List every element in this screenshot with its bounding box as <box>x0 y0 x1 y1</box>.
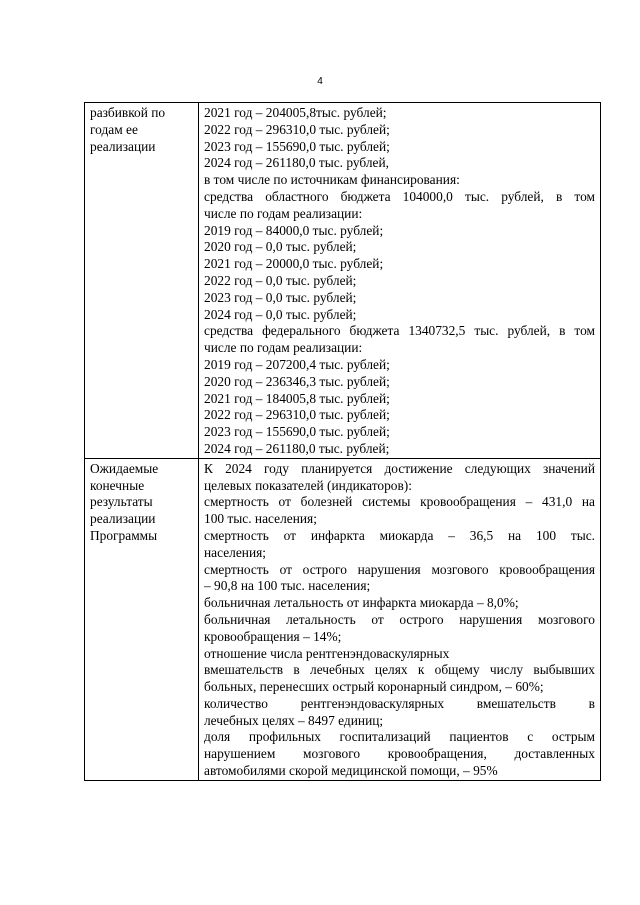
text-line: 2022 год – 0,0 тыс. рублей; <box>204 272 357 288</box>
text-line: вмешательств в лечебных целях к общему числу выбывших <box>204 662 595 678</box>
text-line: 2024 год – 261180,0 тыс. рублей, <box>204 155 390 171</box>
text-line: годам ее <box>90 121 138 137</box>
text-line: реализации <box>90 138 156 154</box>
program-passport-table <box>84 102 601 781</box>
text-line: 2022 год – 296310,0 тыс. рублей; <box>204 121 390 137</box>
text-line: смертность от инфаркта миокарда – 36,5 на 100 тыс. <box>204 527 595 543</box>
page-number: 4 <box>317 76 323 87</box>
text-line: 2023 год – 0,0 тыс. рублей; <box>204 289 357 305</box>
text-line: реализации <box>90 511 156 527</box>
row-label-funding <box>85 103 199 459</box>
text-line: средства областного бюджета 104000,0 тыс. рублей, в том <box>204 188 595 204</box>
row-content-expected-results <box>199 458 601 780</box>
text-line: 2023 год – 155690,0 тыс. рублей; <box>204 424 390 440</box>
row-content-funding <box>199 103 601 459</box>
text-line: доля профильных госпитализаций пациентов с острым <box>204 729 595 745</box>
text-line: нарушением мозгового кровообращения, доставленных <box>204 746 595 762</box>
text-line: больных, перенесших острый коронарный синдром, – 60%; <box>204 679 544 695</box>
text-line: больничная летальность от инфаркта миокарда – 8,0%; <box>204 595 519 611</box>
text-line: разбивкой по <box>90 105 166 120</box>
text-line: К 2024 году планируется достижение следующих значений <box>204 460 595 476</box>
text-line: 2020 год – 0,0 тыс. рублей; <box>204 239 357 255</box>
row-label-expected-results <box>85 458 199 780</box>
text-line: 2023 год – 155690,0 тыс. рублей; <box>204 138 390 154</box>
text-line: 100 тыс. населения; <box>204 511 317 527</box>
text-line: отношение числа рентгенэндоваскулярных <box>204 645 450 661</box>
text-line: 2021 год – 204005,8тыс. рублей; <box>204 105 387 120</box>
text-line: целевых показателей (индикаторов): <box>204 477 412 493</box>
text-line: числе по годам реализации: <box>204 340 363 356</box>
text-line: средства федерального бюджета 1340732,5 тыс. рублей, в том <box>204 323 595 339</box>
text-line: автомобилями скорой медицинской помощи, – 95% <box>204 763 498 779</box>
text-line: в том числе по источникам финансирования: <box>204 172 460 188</box>
text-line: конечные <box>90 477 145 493</box>
text-line: – 90,8 на 100 тыс. населения; <box>204 578 371 594</box>
text-line: населения; <box>204 544 266 560</box>
text-line: 2022 год – 296310,0 тыс. рублей; <box>204 407 390 423</box>
text-line: Ожидаемые <box>90 460 159 476</box>
table-row-expected-results <box>85 458 601 780</box>
text-line: 2019 год – 84000,0 тыс. рублей; <box>204 222 384 238</box>
text-line: 2020 год – 236346,3 тыс. рублей; <box>204 373 390 389</box>
text-line: смертность от острого нарушения мозгового кровообращения <box>204 561 595 577</box>
text-line: 2019 год – 207200,4 тыс. рублей; <box>204 356 390 372</box>
text-line: 2021 год – 20000,0 тыс. рублей; <box>204 256 384 272</box>
text-line: 2024 год – 261180,0 тыс. рублей; <box>204 440 390 456</box>
text-line: смертность от болезней системы кровообращения – 431,0 на <box>204 494 595 510</box>
text-line: Программы <box>90 527 158 543</box>
text-line: 2024 год – 0,0 тыс. рублей; <box>204 306 357 322</box>
table-row-funding-breakdown <box>85 103 601 459</box>
text-line: 2021 год – 184005,8 тыс. рублей; <box>204 390 390 406</box>
text-line: числе по годам реализации: <box>204 205 363 221</box>
text-line: результаты <box>90 494 153 510</box>
text-line: лечебных целях – 8497 единиц; <box>204 712 384 728</box>
text-line: количество рентгенэндоваскулярных вмешательств в <box>204 695 595 711</box>
text-line: больничная летальность от острого нарушения мозгового <box>204 611 595 627</box>
text-line: кровообращения – 14%; <box>204 628 342 644</box>
